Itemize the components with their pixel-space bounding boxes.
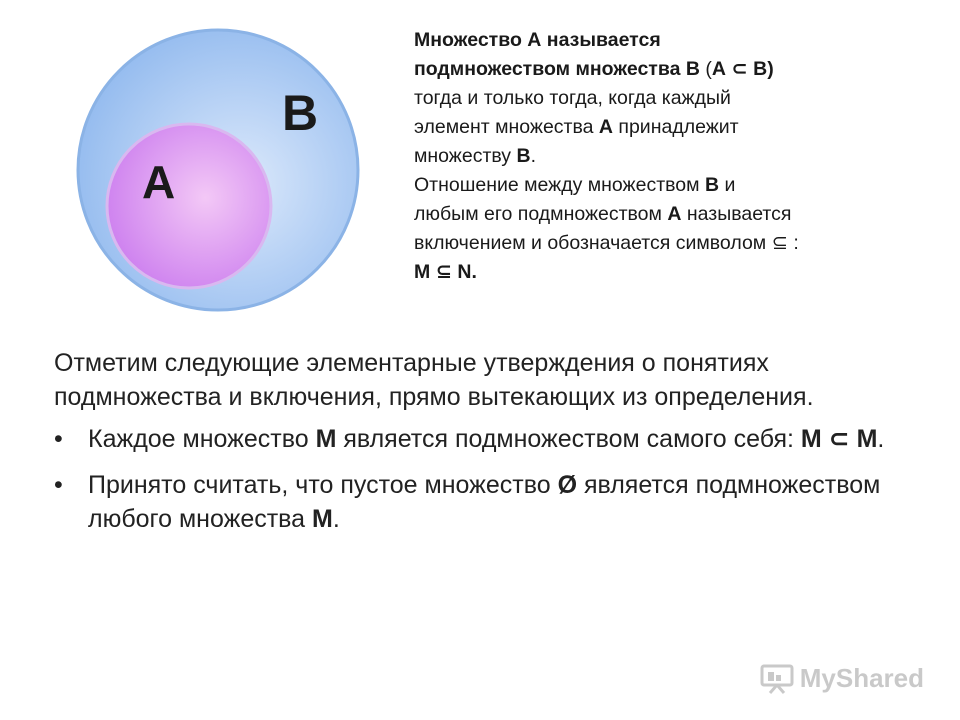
definition-text	[414, 26, 934, 287]
bullet-icon: •	[54, 471, 63, 499]
text-bold: подмножеством множества В	[414, 58, 700, 80]
subset-notation: А ⊂ В	[711, 58, 768, 80]
venn-diagram	[60, 20, 380, 320]
set-a-circle	[107, 124, 271, 288]
definition-line: множеству В.	[414, 145, 536, 167]
list-item: • Принято считать, что пустое множество Ø является подмножеством любого множества М.	[54, 468, 934, 536]
definition-line: Отношение между множеством В и	[414, 174, 736, 196]
watermark	[760, 663, 924, 694]
inclusion-example: М ⊆ N.	[414, 261, 477, 283]
definition-line	[414, 258, 934, 287]
set-a-label: A	[142, 156, 176, 208]
definition-line: подмножеством множества В (А ⊂ В)	[414, 58, 774, 80]
definition-line: тогда и только тогда, когда каждый	[414, 87, 731, 109]
inclusion-symbol: ⊆	[771, 232, 788, 254]
set-b-label: B	[282, 85, 319, 141]
bullet-icon: •	[54, 425, 63, 453]
definition-line: включением и обозначается символом ⊆ :	[414, 232, 799, 254]
empty-set-symbol: Ø	[557, 471, 578, 499]
list-item: • Каждое множество М является подмножеством самого себя: М ⊂ М.	[54, 422, 934, 456]
presentation-screen-icon	[760, 664, 794, 694]
statement-list	[54, 422, 934, 536]
definition-line: элемент множества А принадлежит	[414, 116, 739, 138]
definition-line: любым его подмножеством А называется	[414, 203, 792, 225]
watermark-text: MyShared	[799, 663, 924, 693]
text-bold: Множество А называется	[414, 29, 661, 51]
body-text	[54, 346, 934, 548]
intro-paragraph: Отметим следующие элементарные утверждения о понятиях подмножества и включения, прямо вытекающих из определения.	[54, 349, 814, 411]
definition-line	[414, 26, 934, 55]
